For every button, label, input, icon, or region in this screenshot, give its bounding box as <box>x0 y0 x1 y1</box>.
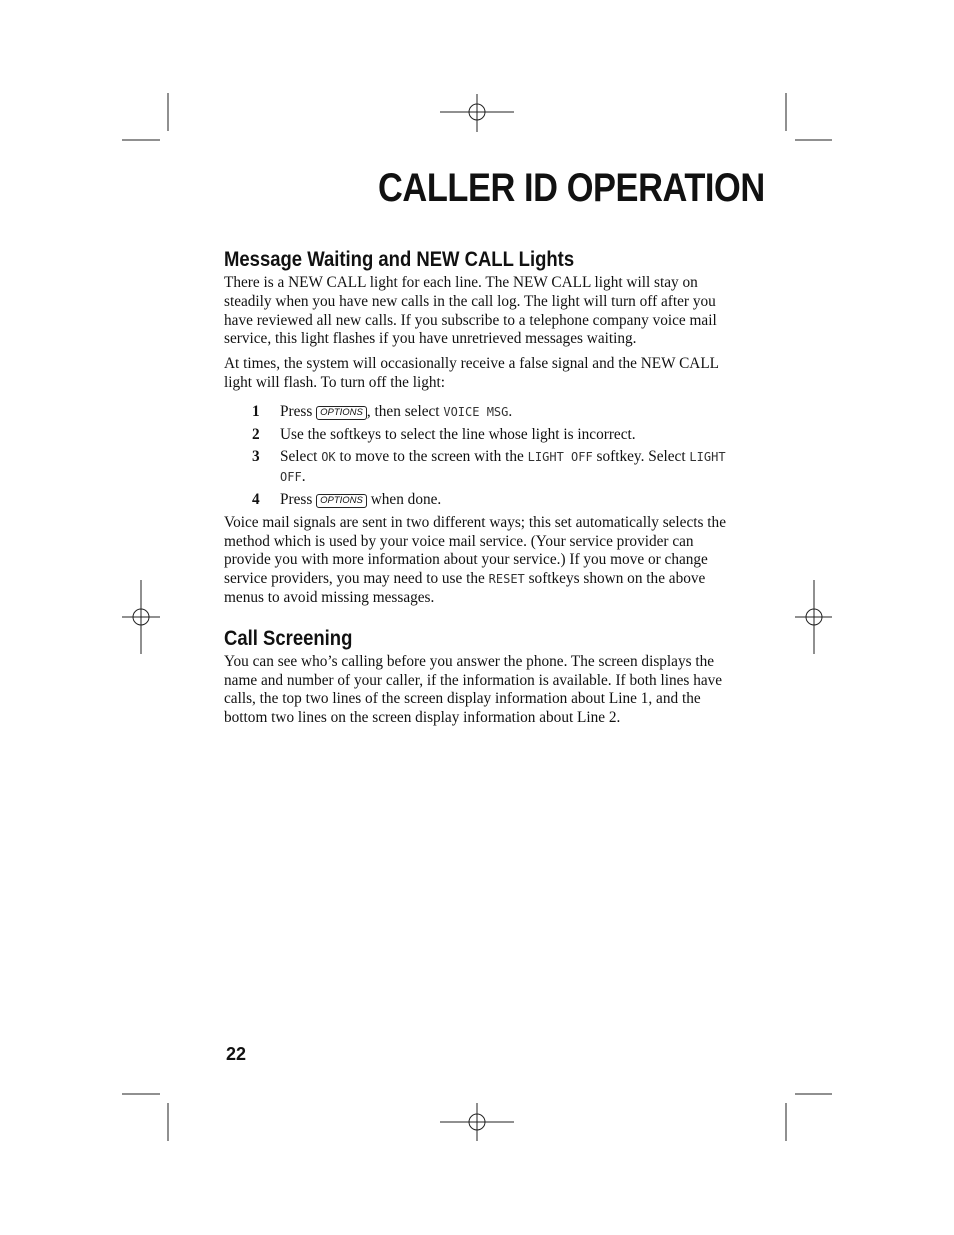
display-text-voice-msg: VOICE MSG <box>443 404 509 419</box>
options-key: OPTIONS <box>316 406 367 420</box>
step-number: 1 <box>252 402 260 420</box>
display-text-light-off: LIGHT OFF <box>527 449 593 464</box>
paragraph-new-call-light: There is a NEW CALL light for each line. The NEW CALL light will stay on steadily when you have new calls in the call log. The light will turn off after you have reviewed all new calls. If you subscribe to a telephone company voice mail service, this light flashes if you have unretrieved messages waiting. <box>224 274 717 348</box>
display-text-ok: OK <box>321 449 336 464</box>
step-number: 3 <box>252 447 260 465</box>
step-number: 2 <box>252 425 260 443</box>
step-number: 4 <box>252 490 260 508</box>
paragraph-voice-mail-signals: Voice mail signals are sent in two different ways; this set automatically selects the method which is used by your voice mail service. (Your service provider can provide you with more information about your service.) If you move or change service providers, you may need to use the RESET softkeys shown on the above menus to avoid missing messages. <box>224 513 726 606</box>
step-text: Press OPTIONS , then select VOICE MSG. <box>280 402 513 420</box>
step-text: Use the softkeys to select the line whose light is incorrect. <box>280 425 636 443</box>
step-3 <box>224 447 730 487</box>
step-4 <box>224 490 730 509</box>
section-heading-message-waiting: Message Waiting and NEW CALL Lights <box>224 248 575 271</box>
section-heading-call-screening: Call Screening <box>224 626 353 650</box>
page-number: 22 <box>226 1044 247 1064</box>
page-title: CALLER ID OPERATION <box>378 166 765 210</box>
paragraph-call-screening: You can see who’s calling before you answer the phone. The screen displays the name and number of your caller, if the information is available. If both lines have calls, the top two lines of the screen display information about Line 1, and the bottom two lines on the screen display information about Line 2. <box>224 652 723 727</box>
paragraph-false-signal: At times, the system will occasionally receive a false signal and the NEW CALL light will flash. To turn off the light: <box>224 355 719 391</box>
display-text-reset: RESET <box>488 572 525 587</box>
step-text: Press OPTIONS when done. <box>280 490 442 508</box>
page-content <box>224 246 730 728</box>
steps-list <box>224 402 730 509</box>
step-text: Select OK to move to the screen with the LIGHT OFF softkey. Select LIGHT OFF. <box>280 447 726 485</box>
options-key: OPTIONS <box>316 494 367 508</box>
step-1 <box>224 402 730 422</box>
step-2 <box>224 425 730 444</box>
display-text-light-off: LIGHT OFF <box>280 449 726 484</box>
